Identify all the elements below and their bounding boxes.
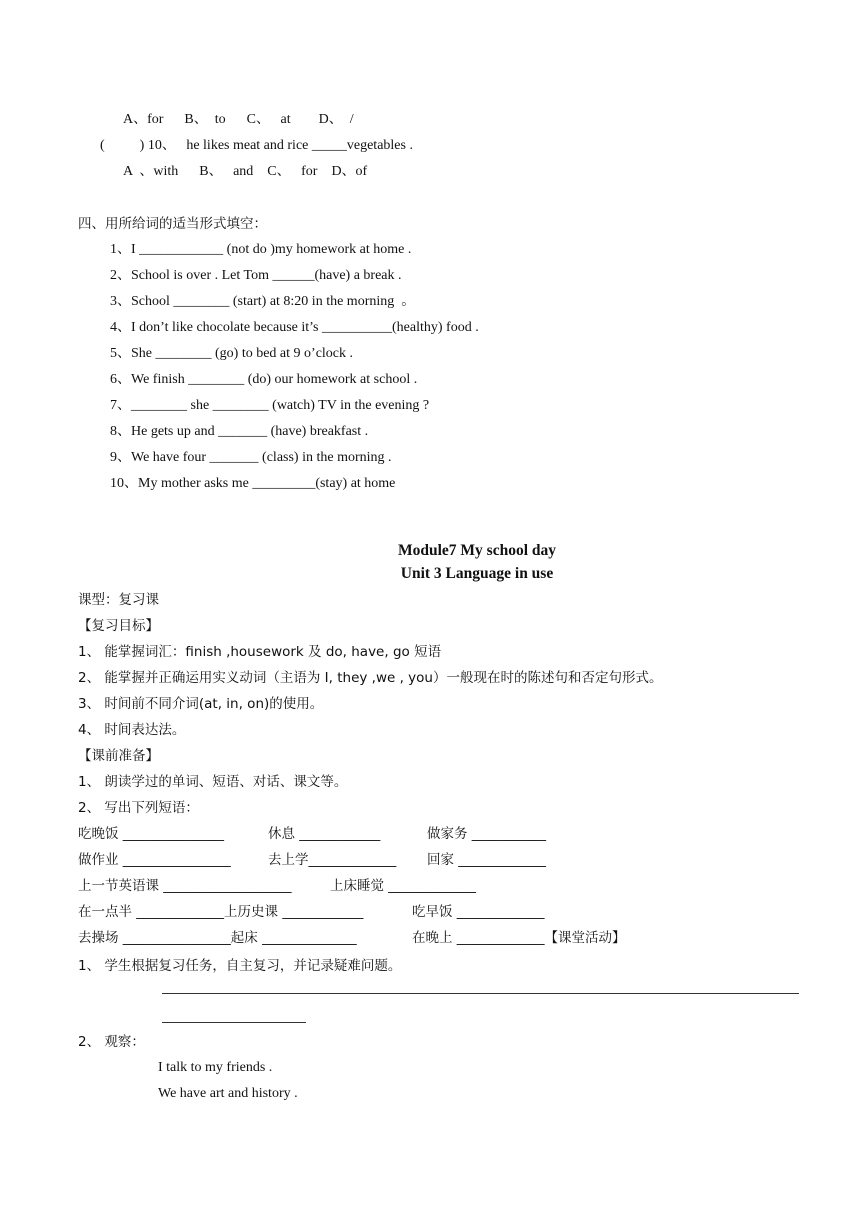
answer-line-2 bbox=[162, 1022, 306, 1023]
fill-item-7: 7、________ she ________ (watch) TV in the evening ? bbox=[110, 398, 430, 413]
question-10: ( ) 10、 he likes meat and rice _____vegetables . bbox=[100, 138, 413, 153]
fill-item-6: 6、We finish ________ (do) our homework at school . bbox=[110, 372, 418, 387]
options-q10: A 、with B、 and C、 for D、of bbox=[123, 164, 368, 179]
phrase-row-3-a: 上一节英语课 ___________________ bbox=[78, 878, 292, 894]
phrase-row-4-a: 在一点半 _____________上历史课 ____________ bbox=[78, 904, 364, 920]
example-sentence-2: We have art and history . bbox=[158, 1086, 298, 1101]
phrase-row-5-b: 在晚上 _____________【课堂活动】 bbox=[412, 930, 626, 946]
prep-heading: 【课前准备】 bbox=[78, 748, 159, 764]
phrase-row-1-a: 吃晚饭 _______________ bbox=[78, 826, 225, 842]
goals-heading: 【复习目标】 bbox=[78, 618, 159, 634]
fill-item-9: 9、We have four _______ (class) in the morning . bbox=[110, 450, 392, 465]
activity-item-1: 1、 学生根据复习任务，自主复习，并记录疑难问题。 bbox=[78, 958, 402, 974]
section-4-heading: 四、用所给词的适当形式填空： bbox=[78, 216, 267, 232]
phrase-row-3-b: 上床睡觉 _____________ bbox=[330, 878, 477, 894]
fill-item-10: 10、My mother asks me _________(stay) at home bbox=[110, 476, 396, 491]
prep-item-2: 2、 写出下列短语： bbox=[78, 800, 199, 816]
example-sentence-1: I talk to my friends . bbox=[158, 1060, 273, 1075]
activity-item-2: 2、 观察： bbox=[78, 1034, 145, 1050]
phrase-row-2-b: 去上学_____________ bbox=[268, 852, 397, 868]
goal-4: 4、 时间表达法。 bbox=[78, 722, 186, 738]
goal-1: 1、 能掌握词汇：finish ,housework 及 do, have, go 短语 bbox=[78, 644, 442, 660]
unit-title: Unit 3 Language in use bbox=[400, 565, 554, 582]
phrase-row-1-b: 休息 ____________ bbox=[268, 826, 381, 842]
module-title: Module7 My school day bbox=[397, 542, 557, 559]
fill-item-8: 8、He gets up and _______ (have) breakfast . bbox=[110, 424, 369, 439]
phrase-row-1-c: 做家务 ___________ bbox=[427, 826, 547, 842]
phrase-row-2-c: 回家 _____________ bbox=[427, 852, 547, 868]
answer-line-1 bbox=[162, 993, 799, 994]
fill-item-5: 5、She ________ (go) to bed at 9 o’clock . bbox=[110, 346, 354, 361]
phrase-row-4-b: 吃早饭 _____________ bbox=[412, 904, 545, 920]
phrase-row-2-a: 做作业 ________________ bbox=[78, 852, 231, 868]
fill-item-3: 3、School ________ (start) at 8:20 in the morning 。 bbox=[110, 294, 416, 309]
goal-2: 2、 能掌握并正确运用实义动词（主语为 I, they ,we , you）一般现在时的陈述句和否定句形式。 bbox=[78, 670, 663, 686]
prep-item-1: 1、 朗读学过的单词、短语、对话、课文等。 bbox=[78, 774, 348, 790]
options-q9: A、for B、 to C、 at D、 / bbox=[123, 112, 354, 127]
goal-3: 3、 时间前不同介词(at, in, on)的使用。 bbox=[78, 696, 324, 712]
lesson-type: 课型：复习课 bbox=[78, 592, 159, 608]
phrase-row-5-a: 去操场 ________________起床 ______________ bbox=[78, 930, 357, 946]
fill-item-2: 2、School is over . Let Tom ______(have) a break . bbox=[110, 268, 402, 283]
fill-item-4: 4、I don’t like chocolate because it’s __________(healthy) food . bbox=[110, 320, 479, 335]
fill-item-1: 1、I ____________ (not do )my homework at home . bbox=[110, 242, 412, 257]
